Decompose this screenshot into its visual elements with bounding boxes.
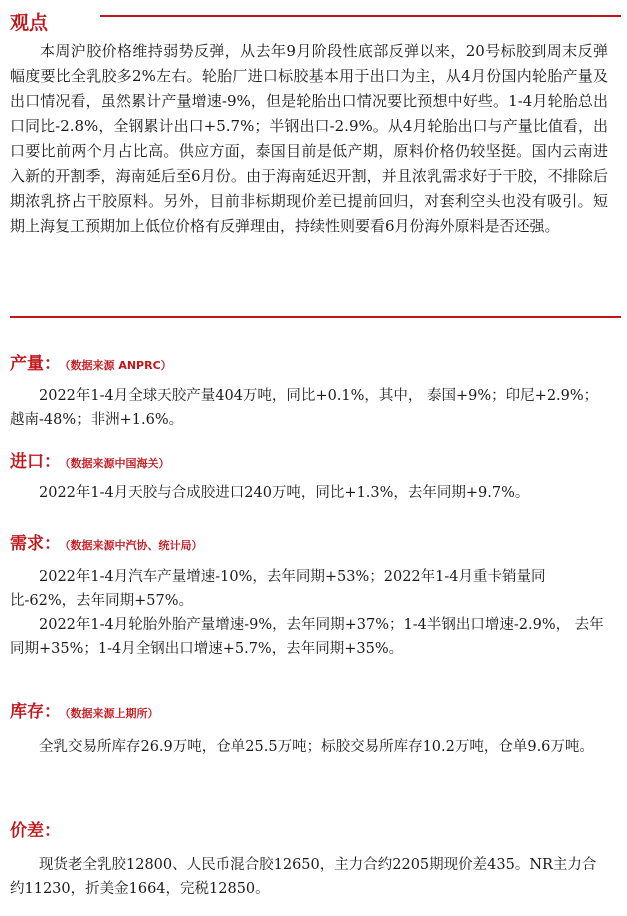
overview-paragraph: 本周沪胶价格维持弱势反弹，从去年9月阶段性底部反弹以来，20号标胶到周末反弹幅度要比全乳胶多2%左右。轮胎厂进口标胶基本用于出口为主，从4月份国内轮胎产量及出口情况看，虽然累计产量增速-9%，但是轮胎出口情况要比预想中好些。1-4月轮胎总出口同比-2.8%，全钢累计出口+5.7%；半钢出口-2.9%。从4月轮胎出口与产量比值看，出口要比前两个月占比高。供应方面，泰国目前是低产期，原料价格仍较坚挺。国内云南进入新的开割季，海南延后至6月份。由于海南延迟开割，并且浓乳需求好于干胶，不排除后期浓乳挤占干胶原料。另外，目前非标期现价差已提前回归，对套利空头也没有吸引。短期上海复工预期加上低位价格有反弹理由，持续性则要看6月份海外原料是否还强。 <box>10 42 608 235</box>
demand-text-1: 2022年1-4月汽车产量增速-10%，去年同期+53%；2022年1-4月重卡销量同比-62%，去年同期+57%。 <box>10 569 546 609</box>
demand-heading: 需求： <box>10 534 61 554</box>
production-text: 2022年1-4月全球天胶产量404万吨，同比+0.1%，其中， 泰国+9%；印尼+2.9%；越南-48%；非洲+1.6%。 <box>10 388 599 428</box>
imports-header <box>10 447 170 472</box>
imports-text: 2022年1-4月天胶与合成胶进口240万吨，同比+1.3%，去年同期+9.7%。 <box>39 485 530 501</box>
inventory-text: 全乳交易所库存26.9万吨，仓单25.5万吨；标胶交易所库存10.2万吨，仓单9.6万吨。 <box>39 739 594 755</box>
production-header <box>10 349 172 374</box>
demand-text-2: 2022年1-4月轮胎外胎产量增速-9%，去年同期+37%；1-4半钢出口增速-2.9%， 去年同期+35%；1-4月全钢出口增速+5.7%，去年同期+35%。 <box>10 617 604 657</box>
title-rule <box>100 15 621 17</box>
production-heading: 产量： <box>10 354 61 374</box>
demand-source: （数据来源中汽协、统计局） <box>65 539 203 552</box>
inventory-heading: 库存： <box>10 702 61 722</box>
demand-header <box>10 529 203 554</box>
imports-heading: 进口： <box>10 452 61 472</box>
spread-text: 现货老全乳胶12800、人民币混合胶12650，主力合约2205期现价差435。NR主力合约11230，折美金1664，完税12850。 <box>10 857 597 897</box>
inventory-header <box>10 697 159 722</box>
inventory-source: （数据来源上期所） <box>65 707 159 720</box>
production-source: （数据来源 ANPRC） <box>65 359 172 372</box>
overview-bottom-rule <box>10 316 621 318</box>
spread-heading: 价差： <box>10 821 61 841</box>
spread-header <box>10 816 61 841</box>
overview-title: 观点 <box>10 12 49 34</box>
imports-source: （数据来源中国海关） <box>65 457 170 470</box>
